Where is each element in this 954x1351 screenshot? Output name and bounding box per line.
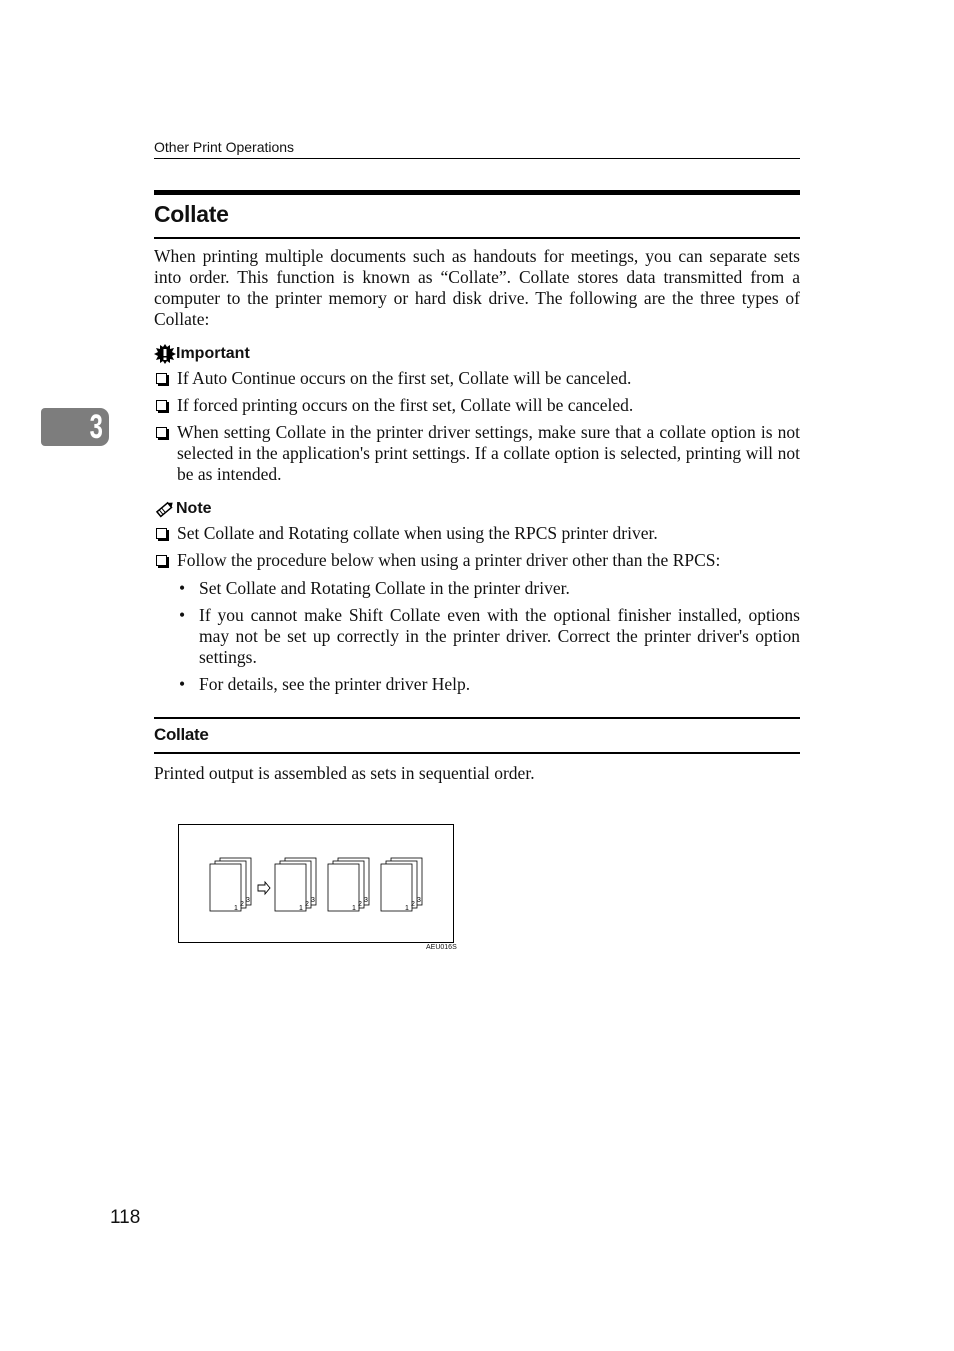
collated-set [275,858,316,912]
title-rule-top [154,190,800,195]
list-item: Follow the procedure below when using a printer driver other than the RPCS: [154,550,800,571]
running-head: Other Print Operations [154,139,295,155]
list-item: If Auto Continue occurs on the first set, Collate will be canceled. [154,368,800,389]
figure-code: AEU016S [426,944,457,951]
collated-set [328,858,369,912]
list-item: If forced printing occurs on the first set, Collate will be canceled. [154,395,800,416]
page-label: 2 [411,901,415,908]
intro-paragraph: When printing multiple documents such as handouts for meetings, you can separate sets into order. This function is known as “Collate”. Collate stores data transmitted from a computer to the printer memory or hard disk drive. The following are the three types of Collate: [154,246,800,329]
collate-illustration [178,824,454,943]
bullet-item: • Set Collate and Rotating Collate in the printer driver. [179,578,570,598]
title-rule-bottom [154,237,800,239]
list-item: When setting Collate in the printer driver settings, make sure that a collate option is not selected in the application's print settings. If a collate option is selected, printing will not be as intended. [154,422,800,485]
bullet-item: • For details, see the printer driver Help. [179,674,471,694]
page-label: 2 [240,901,244,908]
checkbox-icon [156,528,167,539]
page-label: 3 [246,897,250,904]
note-heading [154,499,212,519]
pencil-icon [154,499,176,519]
page-label: 1 [234,905,238,912]
bullet-icon: • [179,605,186,625]
bullet-icon: • [179,674,186,694]
checkbox-icon [156,373,167,384]
collate-diagram [179,825,453,942]
checkbox-icon [156,400,167,411]
page-label: 1 [405,905,409,912]
subsection-title: Collate [154,725,209,744]
important-heading [154,344,250,364]
collated-set [381,858,422,912]
subsection-rule-top [154,717,800,719]
bullet-item: • If you cannot make Shift Collate even with the optional finisher installed, options may not be set up correctly in the printer driver. Correct the printer driver's option settings. [179,605,800,667]
note-label: Note [176,500,212,517]
page-label: 1 [352,905,356,912]
subsection-text: Printed output is assembled as sets in sequential order. [154,763,535,783]
page-label: 1 [299,905,303,912]
source-stack [210,858,251,912]
page-label: 3 [417,897,421,904]
checkbox-icon [156,555,167,566]
chapter-tab [41,408,109,446]
important-label: Important [176,345,250,362]
page-label: 3 [311,897,315,904]
header-rule [154,158,800,159]
list-item: Set Collate and Rotating collate when using the RPCS printer driver. [154,523,800,544]
subsection-rule-bottom [154,752,800,754]
page-label: 2 [305,901,309,908]
chapter-number: 3 [89,408,103,446]
important-icon [154,344,176,364]
section-title: Collate [154,201,229,227]
bullet-icon: • [179,578,186,598]
page-label: 3 [364,897,368,904]
arrow-right-icon [258,882,270,894]
page-label: 2 [358,901,362,908]
checkbox-icon [156,427,167,438]
page-number: 118 [110,1207,141,1228]
